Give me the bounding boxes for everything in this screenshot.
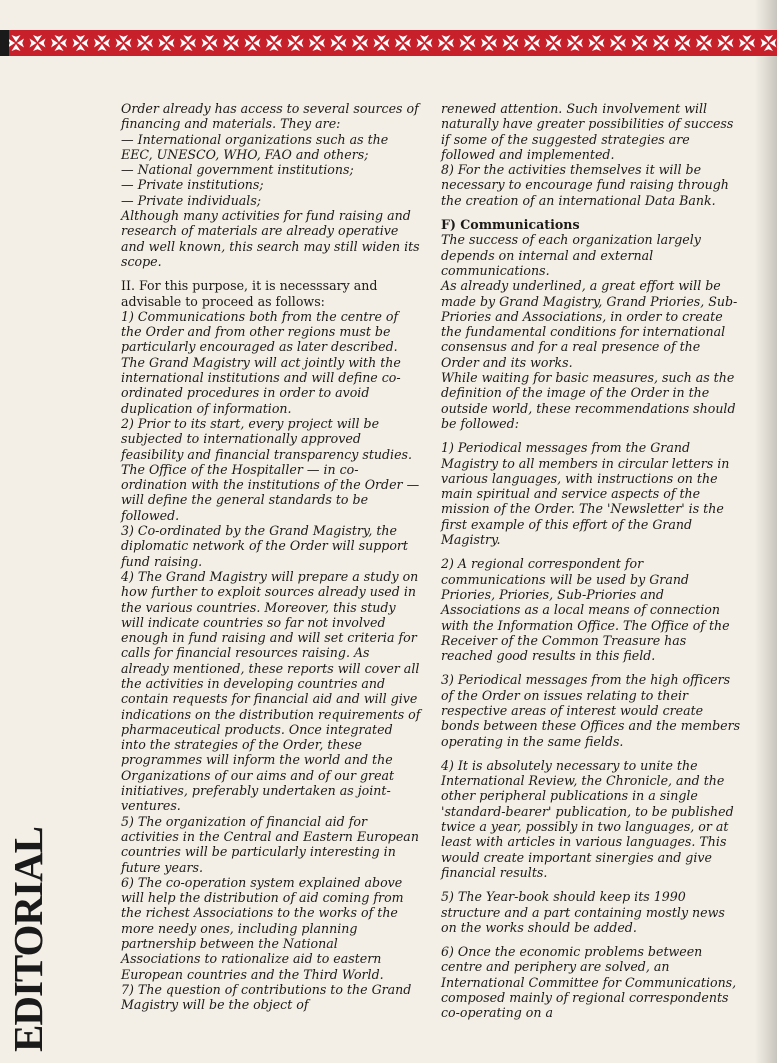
text-column-right [441, 101, 741, 1021]
maltese-cross-icon [718, 35, 734, 51]
maltese-cross-icon [51, 35, 67, 51]
maltese-cross-icon [266, 35, 282, 51]
maltese-cross-icon [696, 35, 712, 51]
maltese-cross-icon [8, 35, 24, 51]
maltese-cross-icon [94, 35, 110, 51]
paragraph: 3) Co-ordinated by the Grand Magistry, the diplomatic network of the Order will support fund raising. [121, 523, 408, 569]
maltese-cross-icon [481, 35, 497, 51]
maltese-cross-icon [739, 35, 755, 51]
section-heading: F) Communications [441, 217, 580, 233]
maltese-cross-icon [438, 35, 454, 51]
paragraph: 7) The question of contributions to the Grand Magistry will be the object of [121, 981, 412, 1013]
maltese-cross-icon [159, 35, 175, 51]
maltese-cross-icon [223, 35, 239, 51]
maltese-cross-icon [761, 35, 777, 51]
paragraph: Although many activities for fund raising and research of materials are already operative and well known, this search may still widen its scope. [121, 208, 420, 269]
maltese-cross-icon [460, 35, 476, 51]
maltese-cross-icon [524, 35, 540, 51]
maltese-cross-icon [180, 35, 196, 51]
paragraph: Order already has access to several sources of financing and materials. They are: [121, 101, 419, 132]
maltese-cross-icon [632, 35, 648, 51]
paragraph: 6) Once the economic problems between centre and periphery are solved, an International Committee for Communications, composed mainly of regional correspondents co-operating on a [441, 944, 737, 1021]
maltese-cross-icon [610, 35, 626, 51]
maltese-cross-icon [567, 35, 583, 51]
paragraph: While waiting for basic measures, such as the definition of the image of the Order in the outside world, these recommendations should be followed: [441, 370, 736, 431]
binding-edge [0, 30, 9, 56]
paragraph: 4) It is absolutely necessary to unite the International Review, the Chronicle, and the other peripheral publications in a single 'standard-bearer' publication, to be published twice a year, possibly in two languages, or at least with articles in various languages. This would create important sinergies and give financial results. [441, 757, 734, 880]
paragraph: 2) A regional correspondent for communications will be used by Grand Priories, Priories, Sub-Priories and Associations as a local means of connection with the Information Office. The Office of the Receiver of the Common Treasure has reached good results in this field. [441, 556, 730, 664]
maltese-cross-icon [374, 35, 390, 51]
maltese-cross-icon [546, 35, 562, 51]
maltese-cross-icon [503, 35, 519, 51]
maltese-cross-icon [417, 35, 433, 51]
paragraph: 5) The Year-book should keep its 1990 structure and a part containing mostly news on the works should be added. [441, 889, 725, 935]
section-label-editorial: EDITORIAL [5, 827, 51, 1052]
paragraph: 8) For the activities themselves it will be necessary to encourage fund raising through the creation of an international Data Bank. [441, 162, 729, 208]
paragraph: — National government institutions; [121, 162, 354, 178]
maltese-cross-icon [309, 35, 325, 51]
paragraph: — Private individuals; [121, 192, 262, 208]
maltese-cross-icon [202, 35, 218, 51]
paragraph: 5) The organization of financial aid for activities in the Central and Eastern European countries will be particularly interesting in future years. [121, 813, 419, 875]
maltese-cross-icon [675, 35, 691, 51]
paragraph: As already underlined, a great effort will be made by Grand Magistry, Grand Priories, Sub-Priories and Associations, in order to create the fundamental conditions for international consensus and for a real presence of the Order and its works. [441, 278, 738, 370]
page-edge-shadow [755, 0, 777, 1063]
paragraph: renewed attention. Such involvement will naturally have greater possibilities of success if some of the suggested strategies are followed and implemented. [441, 101, 734, 162]
paragraph: The success of each organization largely depends on internal and external communications. [441, 232, 701, 278]
paragraph: — Private institutions; [121, 177, 264, 193]
maltese-cross-icon [288, 35, 304, 51]
maltese-cross-icon [589, 35, 605, 51]
maltese-cross-icon [73, 35, 89, 51]
maltese-cross-icon [245, 35, 261, 51]
paragraph: 1) Periodical messages from the Grand Magistry to all members in circular letters in various languages, with instructions on the main spiritual and service aspects of the mission of the Order. The 'Newsletter' is the first example of this effort of the Grand Magistry. [441, 440, 730, 548]
text-column-left [121, 101, 421, 1013]
maltese-cross-icon [137, 35, 153, 51]
maltese-cross-icon [116, 35, 132, 51]
paragraph: — International organizations such as the EEC, UNESCO, WHO, FAO and others; [121, 131, 389, 162]
maltese-cross-icon [395, 35, 411, 51]
paragraph: II. For this purpose, it is necesssary and advisable to proceed as follows: [121, 278, 378, 309]
maltese-cross-icon [653, 35, 669, 51]
paragraph: 2) Prior to its start, every project will be subjected to internationally approved feasibility and financial transparency studies. The Office of the Hospitaller — in co-ordination with the institutions of the Order — will define the general standards to be followed. [121, 415, 420, 523]
maltese-cross-icon [331, 35, 347, 51]
paragraph: 3) Periodical messages from the high officers of the Order on issues relating to their respective areas of interest would create bonds between these Offices and the members operating in the same fields. [441, 672, 741, 749]
paragraph: 4) The Grand Magistry will prepare a study on how further to exploit sources already used in the various countries. Moreover, this study will indicate countries so far not involved enough in fund raising and will set criteria for calls for financial resources raising. As already mentioned, these reports will cover all the activities in developing countries and contain requests for financial aid and will give indications on the distribution requirements of pharmaceutical products. Once integrated into the strategies of the Order, these programmes will inform the world and the Organizations of our aims and of our great initiatives, preferably undertaken as joint-ventures. [121, 568, 421, 814]
decorative-cross-band [0, 30, 777, 56]
maltese-cross-icon [352, 35, 368, 51]
paragraph: 6) The co-operation system explained above will help the distribution of aid coming from the richest Associations to the works of the more needy ones, including planning partnership between the National Associations to rationalize aid to eastern European countries and the Third World. [121, 874, 404, 982]
paragraph: 1) Communications both from the centre of the Order and from other regions must be particularly encouraged as later described. The Grand Magistry will act jointly with the international institutions and will define co-ordinated procedures in order to avoid duplication of information. [121, 308, 401, 416]
maltese-cross-pattern [0, 30, 777, 56]
maltese-cross-icon [30, 35, 46, 51]
